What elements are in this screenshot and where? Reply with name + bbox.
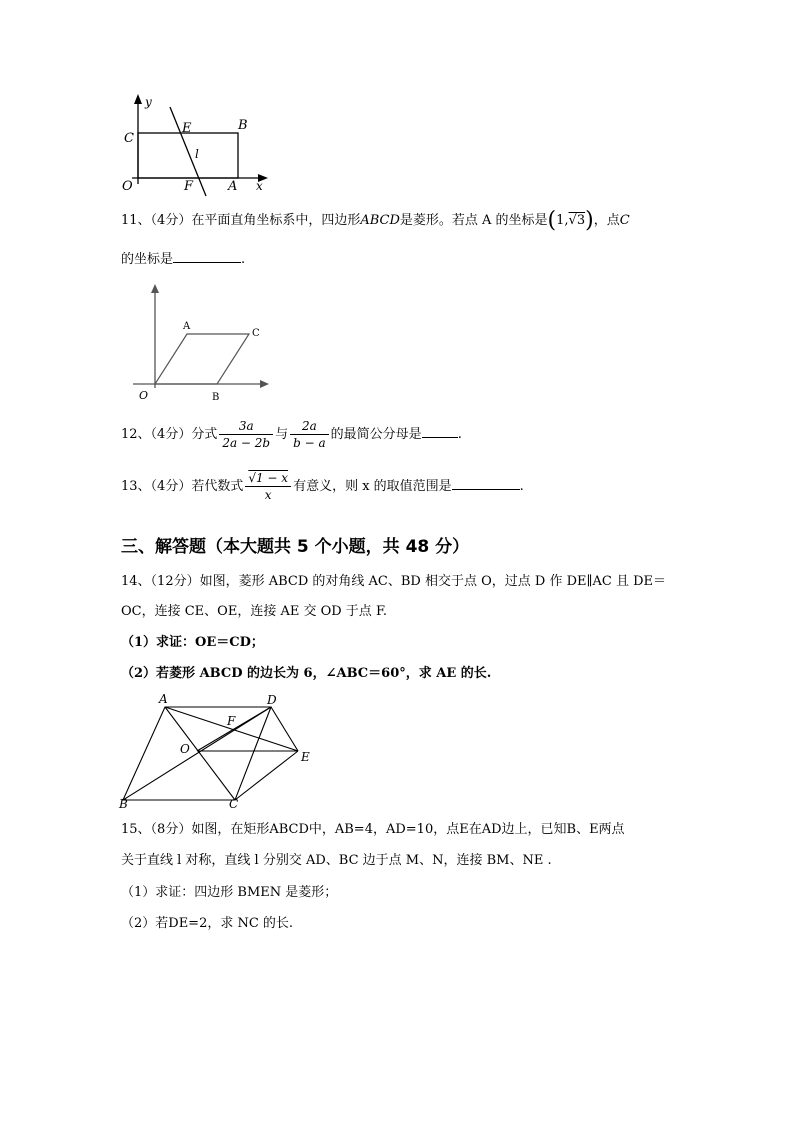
q13-fraction [245, 470, 291, 503]
question-15-line1: 15、（8分）如图，在矩形ABCD中，AB=4，AD=10，点E在AD边上，已知B、E两点 [121, 822, 625, 837]
label-x: x [256, 179, 263, 193]
label-D: D [267, 693, 277, 707]
figure-q10 [118, 92, 278, 200]
label-y: y [145, 95, 152, 109]
section-3-title: 三、解答题（本大题共 5 个小题，共 48 分） [121, 537, 470, 557]
q12-end: . [457, 427, 462, 442]
q12-mid: 与 [275, 427, 289, 442]
q13-num: √1 − x [248, 471, 289, 485]
q13-answer-blank[interactable] [452, 475, 520, 490]
label-O: O [139, 389, 149, 402]
q12-fraction-1 [219, 418, 273, 451]
q13-tail: 有意义，则 x 的取值范围是 [293, 479, 452, 494]
label-l: l [195, 147, 199, 161]
label-B: B [212, 392, 220, 403]
rhombus-oacb [155, 334, 249, 384]
q11-end: . [241, 252, 246, 267]
q11-coord-one: 1, [556, 213, 569, 228]
label-O: O [122, 179, 133, 194]
q11-abcd: ABCD [360, 213, 400, 228]
label-C: C [124, 131, 134, 146]
label-B: B [238, 118, 248, 133]
question-14-line1: 14、（12分）如图，菱形 ABCD 的对角线 AC、BD 相交于点 O，过点 D 作 DE∥AC 且 DE＝ [121, 574, 667, 589]
question-15-sub1: （1）求证：四边形 BMEN 是菱形； [121, 885, 338, 900]
question-14-sub1: （1）求证：OE＝CD； [121, 635, 264, 650]
x-axis-arrow [260, 380, 269, 388]
figure-q14 [115, 690, 320, 810]
label-C: C [252, 328, 260, 339]
question-11-line2 [121, 248, 245, 270]
label-C: C [229, 797, 239, 810]
question-13 [121, 470, 524, 503]
diagonal-bd [123, 707, 271, 800]
q11-point-c: C [619, 213, 630, 228]
q11-coord-close: ) [585, 208, 594, 233]
label-B: B [119, 797, 128, 810]
label-A: A [159, 692, 168, 706]
question-12 [121, 418, 462, 451]
q11-tail: ，点 [593, 213, 620, 228]
question-14-line2: OC，连接 CE、OE，连接 AE 交 OD 于点 F. [121, 604, 388, 619]
question-15-line2: 关于直线 l 对称，直线 l 分别交 AD、BC 边于点 M、N，连接 BM、NE . [121, 853, 552, 868]
diagonal-ac [165, 707, 235, 800]
q11-line2: 的坐标是 [121, 252, 174, 267]
question-14-sub2: （2）若菱形 ABCD 的边长为 6，∠ABC＝60°，求 AE 的长. [121, 666, 492, 681]
q11-coord-open: ( [547, 208, 557, 233]
y-axis-arrow [151, 284, 159, 293]
q12-fraction-2 [290, 418, 329, 451]
q12-f2-num: 2a [302, 419, 317, 433]
q12-f1-num: 3a [238, 419, 254, 433]
q13-prefix: 13、（4分）若代数式 [121, 479, 244, 494]
figure-q11 [125, 282, 275, 404]
question-11-line1 [121, 208, 630, 233]
rectangle-oabc [138, 133, 238, 178]
q11-prefix: 11、（4分）在平面直角坐标系中，四边形 [121, 213, 361, 228]
q11-coord-sqrt: √3 [568, 213, 586, 228]
q12-answer-blank[interactable] [422, 423, 458, 438]
q11-answer-blank[interactable] [173, 248, 241, 263]
q12-prefix: 12、（4分）分式 [121, 427, 218, 442]
q12-f1-den: 2a − 2b [219, 434, 273, 451]
y-axis-arrow [134, 94, 142, 104]
q12-f2-den: b − a [290, 434, 329, 451]
q11-mid: 是菱形。若点 A 的坐标是 [399, 213, 548, 228]
question-15-sub2: （2）若DE=2，求 NC 的长. [121, 916, 294, 931]
segment-de [271, 707, 298, 751]
label-A: A [183, 321, 191, 332]
label-A: A [228, 179, 238, 194]
label-E: E [182, 121, 192, 136]
label-F: F [227, 714, 236, 728]
label-E: E [301, 750, 310, 764]
label-O: O [180, 742, 190, 756]
q13-den: x [245, 486, 291, 503]
q12-tail: 的最简公分母是 [330, 427, 422, 442]
label-F: F [184, 179, 194, 194]
q13-end: . [519, 479, 524, 494]
